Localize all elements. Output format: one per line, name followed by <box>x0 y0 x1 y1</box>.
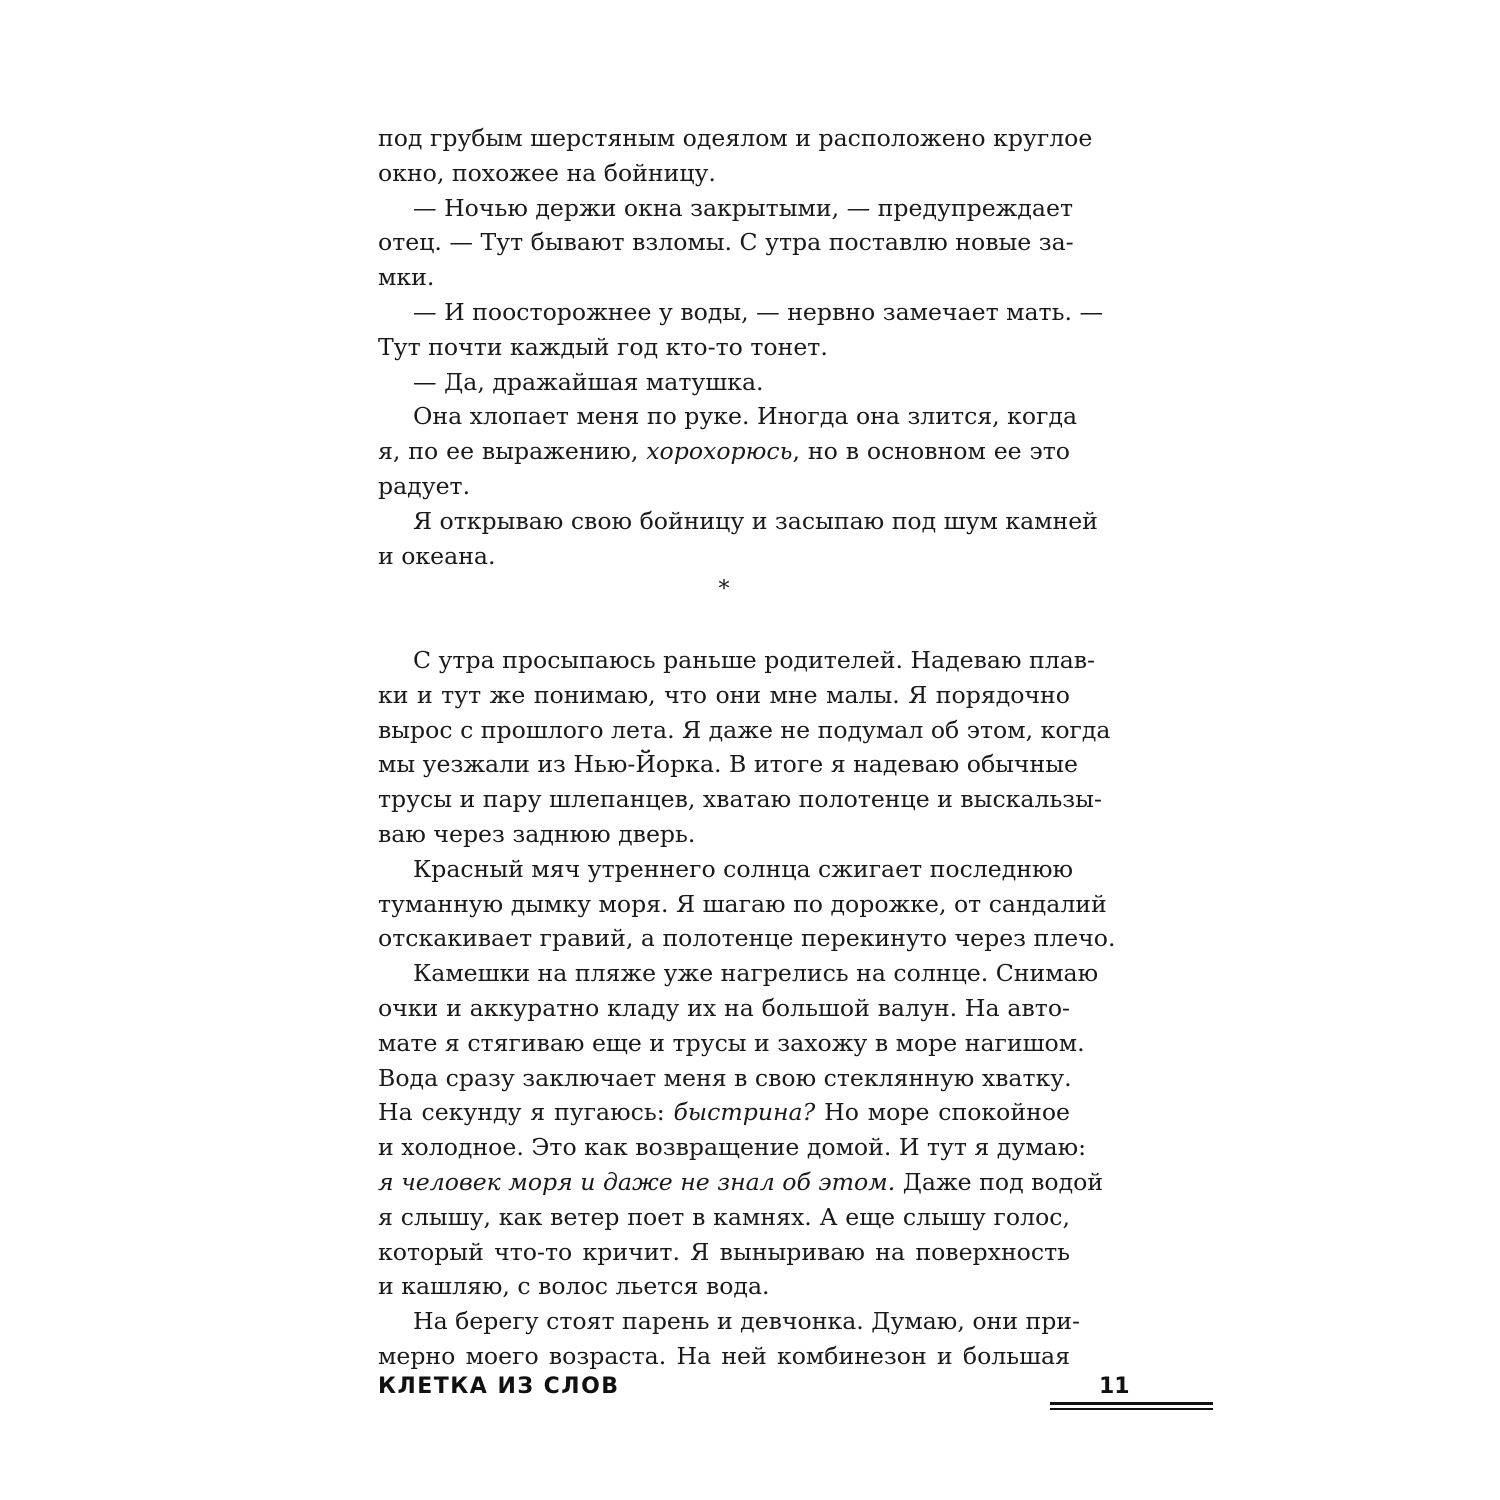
text-line: трусы и пару шлепанцев, хватаю полотенце и выскальзы- <box>378 785 1102 814</box>
text-line: радует. <box>378 471 471 500</box>
text-line: мате я стягиваю еще и трусы и захожу в море нагишом. <box>378 1028 1085 1057</box>
text-span: Даже под водой <box>895 1167 1104 1196</box>
text-line: — И поосторожнее у воды, — нервно замечает мать. — <box>413 297 1104 326</box>
text-line: под грубым шерстяным одеялом и расположено круглое <box>378 124 1093 152</box>
text-line <box>378 434 1070 469</box>
page-number: 11 <box>1099 1374 1130 1399</box>
text-line: Она хлопает меня по руке. Иногда она злится, когда <box>413 402 1078 431</box>
page-body <box>378 121 1116 1374</box>
text-line: Камешки на пляже уже нагрелись на солнце. Снимаю <box>413 959 1099 988</box>
text-line: мки. <box>378 263 435 292</box>
text-span: я, по ее выражению, <box>378 437 647 466</box>
text-line: отец. — Тут бывают взломы. С утра поставлю новые за- <box>378 228 1074 257</box>
italic-phrase: я человек моря и даже не знал об этом. <box>378 1167 896 1196</box>
text-line: ки и тут же понимаю, что они мне малы. Я порядочно <box>378 680 1070 709</box>
text-span: , но в основном ее это <box>792 437 1070 466</box>
text-span: На секунду я пугаюсь: <box>378 1098 674 1127</box>
text-line: отскакивает гравий, а полотенце перекинуто через плечо. <box>378 924 1116 953</box>
text-line: вырос с прошлого лета. Я даже не подумал об этом, когда <box>378 715 1111 744</box>
text-line: — Ночью держи окна закрытыми, — предупреждает <box>413 193 1073 222</box>
italic-word: быстрина? <box>673 1098 816 1127</box>
footer-rule <box>1050 1408 1213 1410</box>
running-footer-title: КЛЕТКА ИЗ СЛОВ <box>378 1374 620 1399</box>
text-line: и кашляю, с волос льется вода. <box>378 1272 770 1301</box>
footer-rule <box>1050 1402 1213 1405</box>
text-line: Тут почти каждый год кто-то тонет. <box>378 332 828 361</box>
text-line: и холодное. Это как возвращение домой. И тут я думаю: <box>378 1133 1087 1162</box>
section-separator: * <box>718 577 730 603</box>
text-line: я слышу, как ветер поет в камнях. А еще слышу голос, <box>378 1202 1070 1231</box>
text-line: С утра просыпаюсь раньше родителей. Надеваю плав- <box>413 645 1096 674</box>
text-line: мы уезжали из Нью-Йорка. В итоге я надеваю обычные <box>378 750 1079 779</box>
text-line: который что-то кричит. Я выныриваю на поверхность <box>378 1237 1070 1266</box>
text-line: Я открываю свою бойницу и засыпаю под шум камней <box>413 506 1098 535</box>
text-line: окно, похожее на бойницу. <box>378 158 716 187</box>
text-line: мерно моего возраста. На ней комбинезон и большая <box>378 1341 1070 1370</box>
text-line: очки и аккуратно кладу их на большой валун. На авто- <box>378 993 1070 1022</box>
text-line: и океана. <box>378 541 496 570</box>
text-line: ваю через заднюю дверь. <box>378 819 696 848</box>
text-line <box>378 1165 1104 1200</box>
text-line: туманную дымку моря. Я шагаю по дорожке, от сандалий <box>378 889 1107 918</box>
italic-word: хорохорюсь <box>646 437 793 466</box>
text-line: Вода сразу заключает меня в свою стеклянную хватку. <box>378 1063 1072 1092</box>
text-line: На берегу стоят парень и девчонка. Думаю, они при- <box>413 1307 1080 1336</box>
text-line: Красный мяч утреннего солнца сжигает последнюю <box>413 854 1074 883</box>
text-line <box>378 1095 1070 1130</box>
text-span: Но море спокойное <box>815 1098 1070 1127</box>
text-line: — Да, дражайшая матушка. <box>413 367 764 396</box>
